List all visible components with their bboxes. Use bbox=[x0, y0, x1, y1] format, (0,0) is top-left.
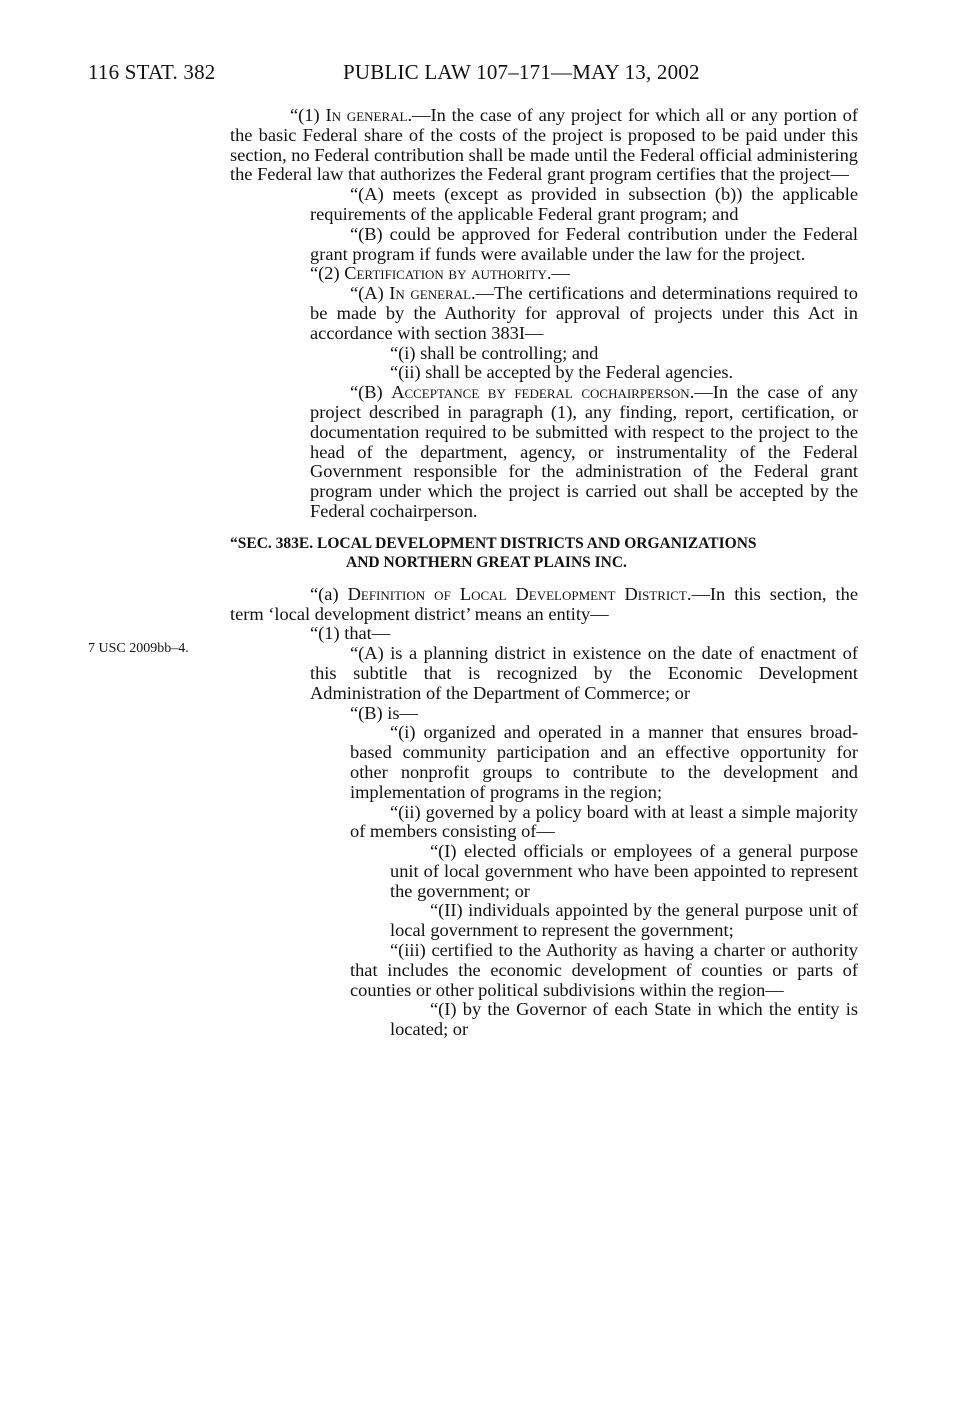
para-a-1-B-ii-I: “(I) elected officials or employees of a general purpose unit of local government who have been appointed to represent the government; or bbox=[390, 841, 858, 901]
usc-margin-note: 7 USC 2009bb–4. bbox=[88, 641, 189, 656]
para-heading: In general bbox=[389, 283, 472, 304]
para-heading: In general bbox=[325, 105, 408, 125]
para-a-1-B: “(B) is— bbox=[350, 702, 418, 723]
para-a-1-B-iii-I: “(I) by the Governor of each State in which the entity is located; or bbox=[390, 999, 858, 1040]
para-a-1-B-iii: “(iii) certified to the Authority as having a charter or authority that includes the economic development of counties or parts of counties or other political subdivisions within the region— bbox=[350, 940, 858, 1000]
para-1: “(1) In general.—In the case of any project for which all or any portion of the basic Federal share of the costs of the project is proposed to be paid under this section, no Federal contribution shall be made until the Federal official administering the Federal law that authorizes the Federal grant program certifies that the project— bbox=[230, 105, 858, 185]
para-1-B: “(B) could be approved for Federal contribution under the Federal grant program if funds were available under the law for the project. bbox=[310, 223, 858, 264]
para-a: “(a) Definition of Local Development District.—In this section, the term ‘local development district’ means an entity— bbox=[230, 583, 858, 624]
para-a-1-B-ii-II: “(II) individuals appointed by the general purpose unit of local government to represent the government; bbox=[390, 900, 858, 941]
statute-body bbox=[230, 106, 858, 1040]
para-a-1-A: “(A) is a planning district in existence on the date of enactment of this subtitle that is recognized by the Economic Development Administration of the Department of Commerce; or bbox=[310, 643, 858, 703]
para-a-1-B-ii: “(ii) governed by a policy board with at least a simple majority of members consisting of— bbox=[350, 801, 858, 842]
running-head: PUBLIC LAW 107–171—MAY 13, 2002 bbox=[343, 60, 700, 84]
para-a-1: “(1) that— bbox=[310, 623, 391, 644]
para-heading: Acceptance by federal cochairperson bbox=[391, 382, 690, 403]
para-1-A: “(A) meets (except as provided in subsection (b)) the applicable requirements of the applicable Federal grant program; and bbox=[310, 184, 858, 224]
para-2-A-i: “(i) shall be controlling; and bbox=[390, 342, 599, 363]
para-heading: Certification by authority bbox=[344, 263, 547, 284]
para-heading: Definition of Local Development District bbox=[347, 583, 687, 604]
para-a-1-B-i: “(i) organized and operated in a manner that ensures broad-based community participation and an effective opportunity for other nonprofit groups to contribute to the development and implementation of programs in the region; bbox=[350, 722, 858, 802]
para-2-A-ii: “(ii) shall be accepted by the Federal agencies. bbox=[390, 362, 734, 383]
para-2: “(2) Certification by authority.— bbox=[310, 263, 570, 284]
para-2-A: “(A) In general.—The certifications and determinations required to be made by the Authority for approval of projects under this Act in accordance with section 383I— bbox=[310, 283, 858, 343]
para-2-B: “(B) Acceptance by federal cochairperson.—In the case of any project described in paragraph (1), any finding, report, certification, or documentation required to be submitted with respect to the project to the head of the department, agency, or instrumentality of the Federal Government responsible for the administration of the Federal grant program under which the project is carried out shall be accepted by the Federal cochairperson. bbox=[310, 382, 859, 521]
stat-citation: 116 STAT. 382 bbox=[88, 60, 216, 84]
section-heading: “SEC. 383E. LOCAL DEVELOPMENT DISTRICTS AND ORGANIZATIONS AND NORTHERN GREAT PLAINS INC. bbox=[230, 534, 757, 572]
